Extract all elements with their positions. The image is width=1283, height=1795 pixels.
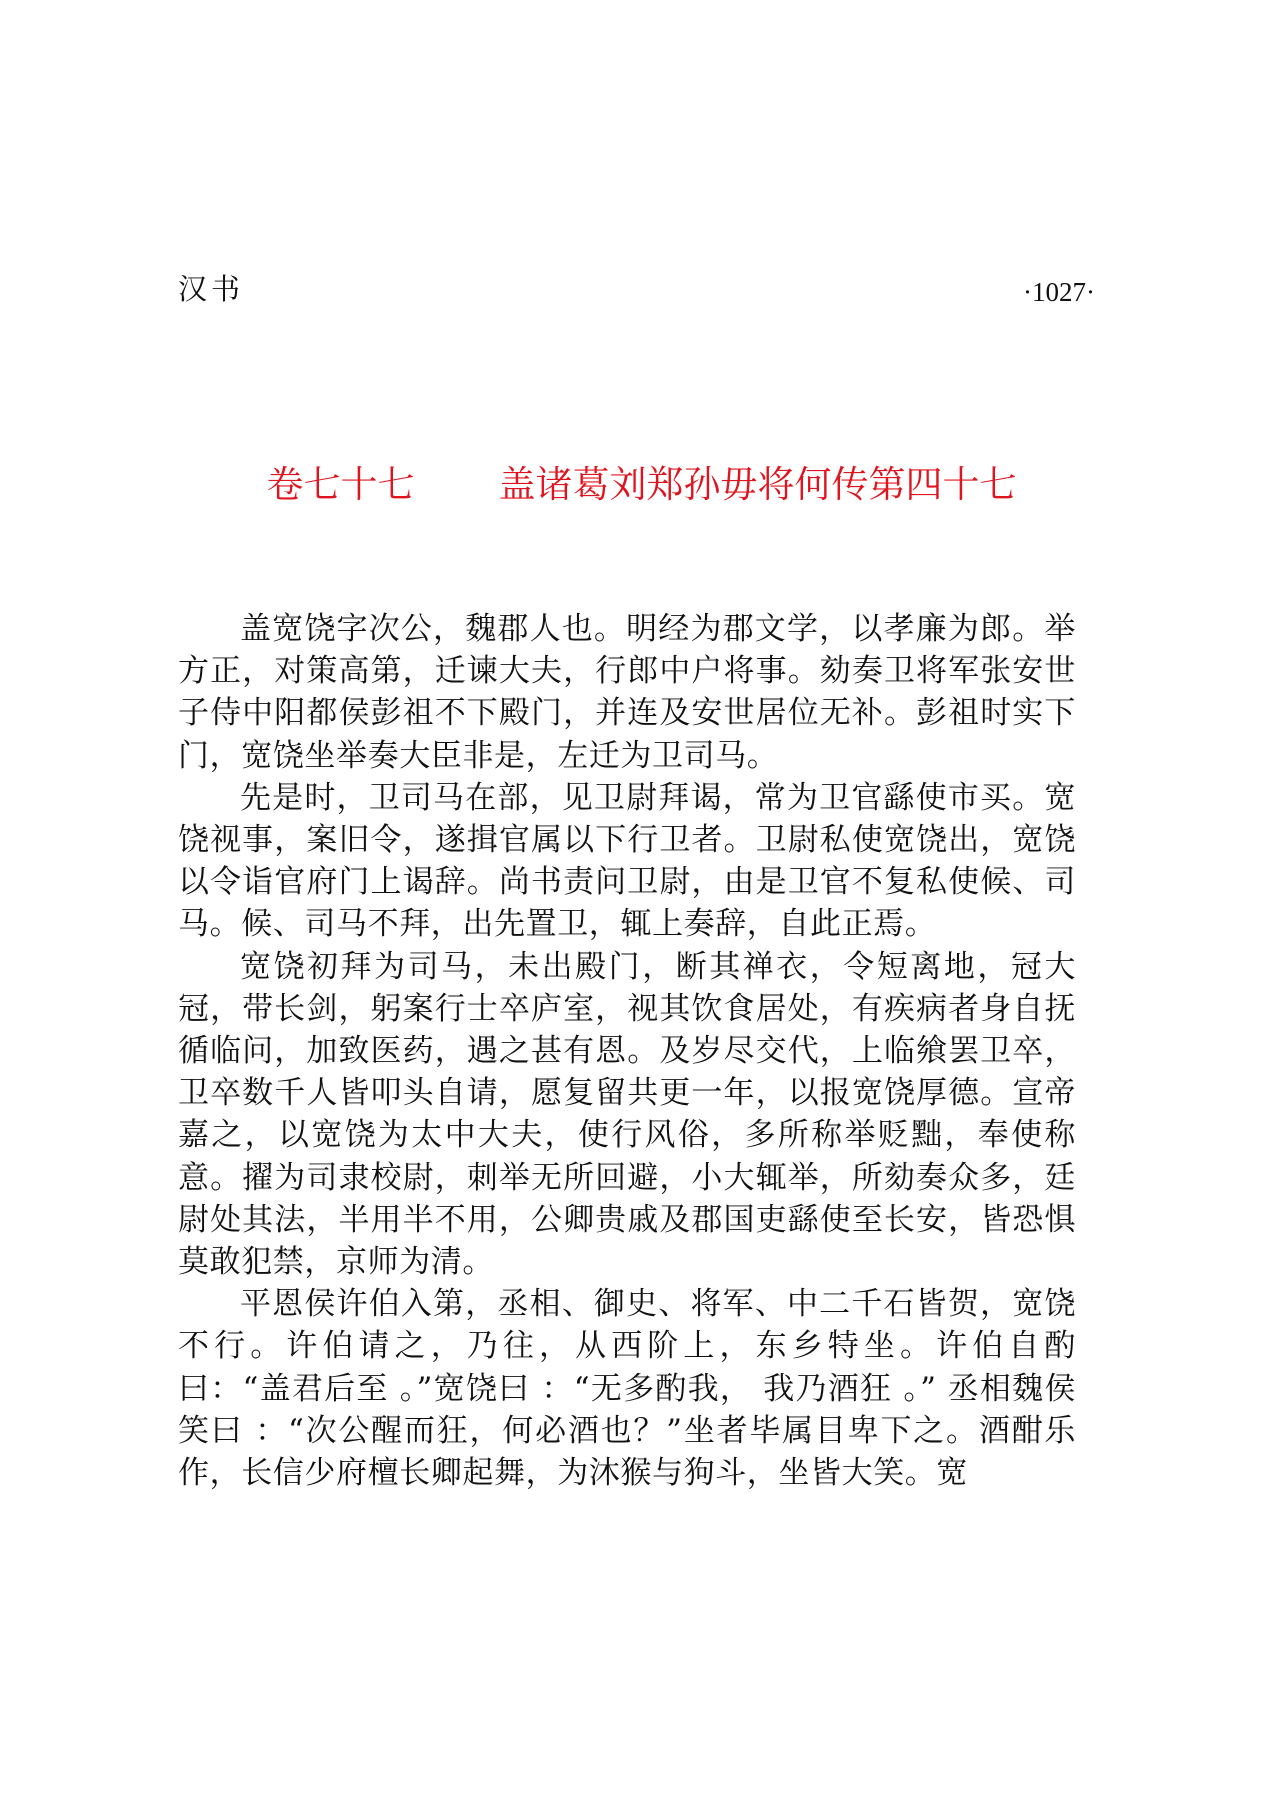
chapter-volume: 卷七十七 xyxy=(266,463,415,506)
running-header-book-title: 汉书 xyxy=(178,272,245,306)
paragraph: 盖宽饶字次公，魏郡人也。明经为郡文学，以孝廉为郎。举方正，对策高第，迁谏大夫，行郎中户将事。劾奏卫将军张安世子侍中阳都侯彭祖不下殿门，并连及安世居位无补。彭祖时实下门，宽饶坐举奏大臣非是，左迁为卫司马。 xyxy=(178,611,1076,774)
body-text xyxy=(178,608,1076,1494)
paragraph: 平恩侯许伯入第，丞相、御史、将军、中二千石皆贺，宽饶不行。许伯请之，乃往，从西阶上，东乡特坐。许伯自酌曰：“盖君后至 。”宽饶曰 ：“无多酌我， 我乃酒狂 。” 丞相魏侯笑曰 ：“次公醒而狂，何必酒也？”坐者毕属目卑下之。酒酣乐作，长信少府檀长卿起舞，为沐猴与狗斗，坐皆大笑。宽 xyxy=(178,1286,1076,1492)
chapter-name: 盖诸葛刘郑孙毋将何传第四十七 xyxy=(498,463,1017,506)
paragraph: 先是时，卫司马在部，见卫尉拜谒，常为卫官繇使市买。宽饶视事，案旧令，遂揖官属以下行卫者。卫尉私使宽饶出，宽饶以令诣官府门上谒辞。尚书责问卫尉，由是卫官不复私使候、司马。候、司马不拜，出先置卫，辄上奏辞，自此正焉。 xyxy=(178,779,1076,943)
chapter-title xyxy=(0,462,1283,508)
paragraph: 宽饶初拜为司马，未出殿门，断其禅衣，令短离地，冠大冠，带长剑，躬案行士卒庐室，视其饮食居处，有疾病者身自抚循临问，加致医药，遇之甚有恩。及岁尽交代，上临飨罢卫卒，卫卒数千人皆叩头自请，愿复留共更一年，以报宽饶厚德。宣帝嘉之，以宽饶为太中大夫，使行风俗，多所称举贬黜，奉使称意。擢为司隶校尉，刺举无所回避，小大辄举，所劾奏众多，廷尉处其法，半用半不用，公卿贵戚及郡国吏繇使至长安，皆恐惧莫敢犯禁，京师为清。 xyxy=(178,948,1076,1281)
page-number: ·1027· xyxy=(1023,277,1095,307)
